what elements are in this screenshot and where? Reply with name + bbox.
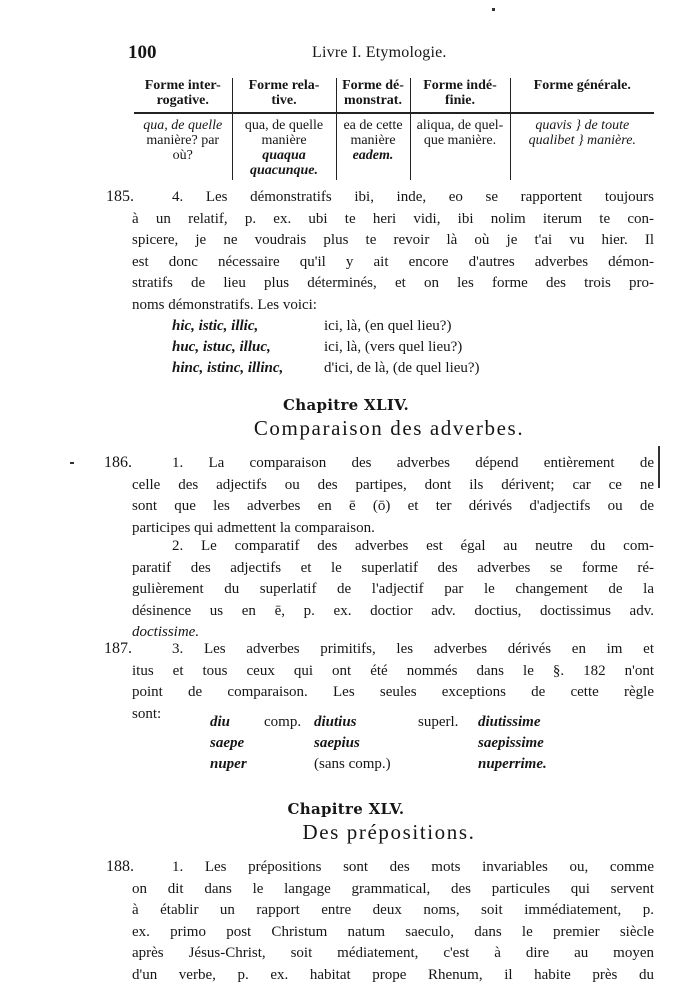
list-item xyxy=(210,733,547,754)
header-line: Forme inter- xyxy=(144,78,221,93)
chapter-label: Chapitre XLIV. xyxy=(283,396,409,414)
section-number: 187. xyxy=(104,640,132,657)
cell-line: aliqua, de quel- xyxy=(416,118,504,133)
table-cell xyxy=(232,113,336,180)
list-item xyxy=(172,316,480,337)
chapter-title: Des prépositions. xyxy=(302,820,476,844)
positive-form: nuper xyxy=(210,756,247,772)
text-line: 3. Les adverbes primitifs, les adverbes dérivés en im et xyxy=(172,641,654,657)
text-line: 1. Les prépositions sont des mots invariables ou, comme xyxy=(172,859,654,875)
cell-line: qua, de quelle xyxy=(143,118,223,133)
chapter-label: Chapitre XLV. xyxy=(287,800,405,818)
table-cell xyxy=(134,113,232,180)
comparative-form: diutius xyxy=(314,714,357,730)
table-cell xyxy=(510,113,654,180)
text-line: 2. Le comparatif des adverbes est égal au neutre du com- xyxy=(172,538,654,554)
text-line: paratif des adjectifs et le superlatif des adverbes se forme ré- xyxy=(132,559,654,576)
text-line: d'un verbe, p. ex. habitat prope Rhenum, il habite près du xyxy=(132,966,654,983)
table-header-cell xyxy=(232,78,336,113)
list-item xyxy=(172,337,480,358)
table-header-cell xyxy=(510,78,654,113)
text-line: stratifs de lieu plus déterminés, et on les forme des trois pro- xyxy=(132,275,654,292)
comparison-exceptions-list xyxy=(210,712,547,775)
cell-line: qualibet } manière. xyxy=(528,133,636,148)
text-line: après Jésus-Christ, soit médiatement, c'est à dire au moyen xyxy=(132,945,654,962)
superlative-form: diutissime xyxy=(478,714,541,730)
adverb-form-table xyxy=(134,78,654,180)
table-header-cell xyxy=(336,78,410,113)
section-186-paragraph-2 xyxy=(132,536,654,644)
page-number: 100 xyxy=(128,42,157,63)
french-gloss: ici, là, (vers quel lieu?) xyxy=(324,339,463,355)
cell-line: quavis } de toute xyxy=(535,118,630,133)
list-item xyxy=(210,754,547,775)
french-gloss: ici, là, (en quel lieu?) xyxy=(324,318,452,334)
list-item xyxy=(172,358,480,379)
text-line: est donc nécessaire qu'il y ait encore d'autres adverbes démon- xyxy=(132,253,654,270)
text-line: gulièrement du superlatif de l'adjectif par le changement de la xyxy=(132,581,654,598)
table-cell xyxy=(410,113,510,180)
text-line: à établir un rapport entre deux noms, soit immédiatement, p. xyxy=(132,902,654,919)
text-line: 4. Les démonstratifs ibi, inde, eo se rapportent toujours xyxy=(172,189,654,205)
positive-form: saepe xyxy=(210,735,245,751)
section-number: 185. xyxy=(106,188,134,205)
chapter-title: Comparaison des adverbes. xyxy=(253,416,525,440)
section-185-text xyxy=(132,187,654,317)
header-line: rogative. xyxy=(156,93,209,108)
section-186-text xyxy=(132,453,654,539)
comparative-form: (sans comp.) xyxy=(314,756,391,772)
table-row xyxy=(134,113,654,180)
text-line: participes qui admettent la comparaison. xyxy=(132,519,375,536)
demonstrative-adverb-list xyxy=(172,316,480,379)
text-line: on dit dans le langage grammatical, des particules qui servent xyxy=(132,880,654,897)
cell-line: manière xyxy=(350,133,396,148)
header-line: monstrat. xyxy=(344,93,402,108)
comparative-form: saepius xyxy=(314,735,360,751)
header-line: Forme rela- xyxy=(248,78,320,93)
cell-line: qua, de quelle xyxy=(244,118,324,133)
latin-forms: hic, istic, illic, xyxy=(172,318,259,334)
cell-line: quacunque. xyxy=(249,163,319,178)
superlative-form: nuperrime. xyxy=(478,756,547,772)
header-line: Forme indé- xyxy=(423,78,497,93)
table-header-cell xyxy=(410,78,510,113)
cell-line: que manière. xyxy=(423,133,497,148)
comparative-label: comp. xyxy=(264,714,302,730)
text-line: noms démonstratifs. Les voici: xyxy=(132,296,317,313)
print-speck xyxy=(492,8,495,11)
text-line: celle des adjectifs ou des partipes, dont ils dérivent; car ce ne xyxy=(132,476,654,493)
print-speck xyxy=(70,462,74,464)
header-line: finie. xyxy=(445,93,475,108)
section-188-text xyxy=(132,857,654,987)
list-item xyxy=(210,712,547,733)
table-header-cell xyxy=(134,78,232,113)
cell-line: quaqua xyxy=(262,148,306,163)
header-line: Forme générale. xyxy=(533,78,631,93)
superlative-form: saepissime xyxy=(478,735,544,751)
text-line: sont que les adverbes en ē (ō) et ter dérivés d'adjectifs ou de xyxy=(132,498,654,515)
section-number: 186. xyxy=(104,454,132,471)
cell-line: eadem. xyxy=(352,148,394,163)
cell-line: ea de cette xyxy=(343,118,403,133)
running-head: Livre I. Etymologie. xyxy=(312,44,447,61)
section-number: 188. xyxy=(106,858,134,875)
text-line: sont: xyxy=(132,705,162,722)
latin-forms: hinc, istinc, illinc, xyxy=(172,360,284,376)
table-cell xyxy=(336,113,410,180)
text-line: 1. La comparaison des adverbes dépend entièrement de xyxy=(172,455,654,471)
text-line: itus et tous ceux qui ont été nommés dans le §. 182 n'ont xyxy=(132,662,654,679)
french-gloss: d'ici, de là, (de quel lieu?) xyxy=(324,360,480,376)
superlative-label: superl. xyxy=(418,714,459,730)
header-line: tive. xyxy=(271,93,297,108)
table-header-row xyxy=(134,78,654,113)
text-line: point de comparaison. Les seules exceptions de cette règle xyxy=(132,684,654,701)
text-line: doctissime. xyxy=(132,624,200,641)
cell-line: où? xyxy=(172,148,193,163)
text-line: à un relatif, p. ex. ubi te heri vidi, ibi nolim iterum te con- xyxy=(132,210,654,227)
margin-line xyxy=(658,446,660,488)
positive-form: diu xyxy=(210,714,231,730)
cell-line: manière xyxy=(261,133,307,148)
header-line: Forme dé- xyxy=(342,78,404,93)
text-line: ex. primo post Christum natum saeculo, dans le premier siècle xyxy=(132,923,654,940)
cell-line: manière? par xyxy=(146,133,220,148)
latin-forms: huc, istuc, illuc, xyxy=(172,339,271,355)
text-line: spicere, je ne voudrais plus te revoir là où je t'ai vu hier. Il xyxy=(132,232,654,249)
text-line: désinence us en ē, p. ex. doctior adv. doctius, doctissimus adv. xyxy=(132,602,654,619)
